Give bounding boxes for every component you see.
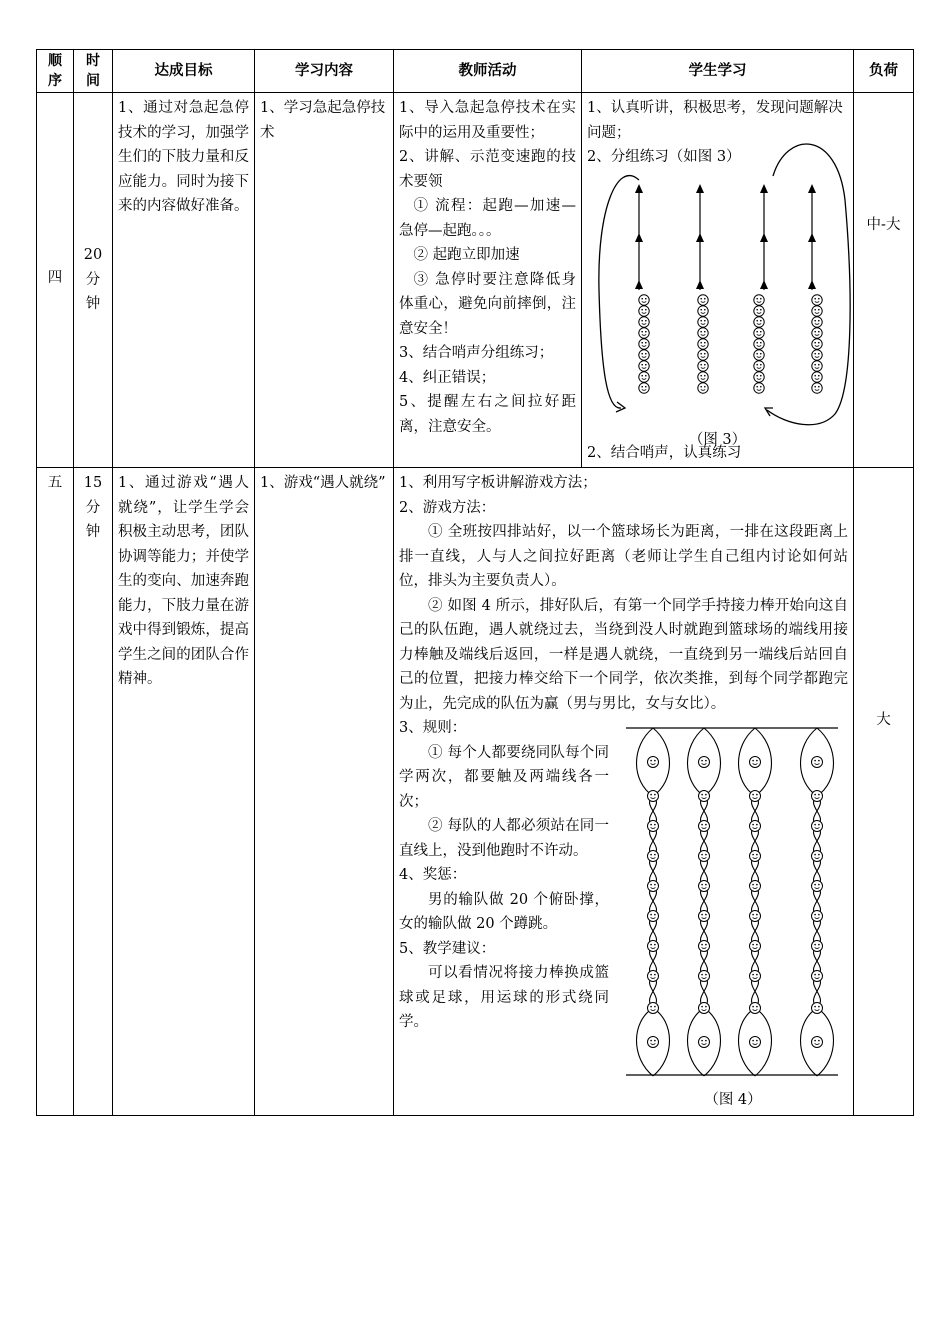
header-row bbox=[37, 50, 914, 93]
table-row bbox=[37, 93, 914, 468]
table-row bbox=[37, 468, 914, 1116]
row-order: 五 bbox=[37, 468, 74, 1116]
row-goal: 1、通过游戏“遇人就绕”，让学生学会积极主动思考，团队协调等能力；并使学生的变向、加速奔跑能力，下肢力量在游戏中得到锻炼，提高学生之间的团队合作精神。 bbox=[113, 468, 255, 1116]
row-load: 中-大 bbox=[854, 93, 914, 468]
header-goal: 达成目标 bbox=[113, 50, 255, 93]
row-teacher: 1、导入急起急停技术在实际中的运用及重要性； 2、讲解、示范变速跑的技术要领 ① 流程：起跑—加速—急停—起跑。。。 ② 起跑立即加速 ③ 急停时要注意降低身体重心，避免向前摔倒，注意安全！ 3、结合哨声分组练习； 4、纠正错误； 5、提醒左右之间拉好距离，注意安全。 bbox=[394, 93, 582, 468]
row-time: 15 分 钟 bbox=[74, 468, 113, 1116]
figure-3-diagram bbox=[587, 170, 849, 430]
row-goal: 1、通过对急起急停技术的学习，加强学生们的下肢力量和反应能力。同时为接下来的内容做好准备。 bbox=[113, 93, 255, 468]
header-student: 学生学习 bbox=[582, 50, 854, 93]
row-teacher-merged: 1、利用写字板讲解游戏方法； 2、游戏方法： ① 全班按四排站好，以一个篮球场长为距离，一排在这段距离上排一直线，人与人之间拉好距离（老师让学生自己组内讨论如何站位，排头为主要负责人）。 ② 如图 4 所示，排好队后，有第一个同学手持接力棒开始向这自己的队伍跑，遇人就绕过去，当绕到没人时就跑到篮球场的端线用接力棒触及端线后返回，一样是遇人就绕，一直绕到另一端线后站回自己的位置，把接力棒交给下一个同学，依次类推，到每个同学都跑完为止，先完成的队伍为赢（男与男比，女与女比）。 3、规则： ① 每个人都要绕同队每个同学两次，都要触及两端线各一次； ② 每队的人都必须站在同一直线上，没到他跑时不许动。 4、奖惩： 男的输队做 20 个俯卧撑，女的输队做 20 个蹲跳。 5、教学建议： 可以看情况将接力棒换成篮球或足球，用运球的形式绕同学。 （图 4） bbox=[394, 468, 854, 1116]
row-time: 20 分 钟 bbox=[74, 93, 113, 468]
row-content: 1、学习急起急停技术 bbox=[255, 93, 394, 468]
figure-4-caption: （图 4） bbox=[704, 1092, 762, 1108]
header-time: 时间 bbox=[74, 50, 113, 93]
header-order: 顺序 bbox=[37, 50, 74, 93]
row-load: 大 bbox=[854, 468, 914, 1116]
row-student: 1、认真听讲，积极思考，发现问题解决问题； 2、分组练习（如图 3） （图 3） 2、结合哨声，认真练习 bbox=[582, 93, 854, 468]
header-teacher: 教师活动 bbox=[394, 50, 582, 93]
figure-4-diagram bbox=[622, 726, 844, 1086]
figure-3 bbox=[587, 170, 848, 448]
row-order: 四 bbox=[37, 93, 74, 468]
header-content: 学习内容 bbox=[255, 50, 394, 93]
figure-3-caption: （图 3） bbox=[688, 431, 747, 448]
header-load: 负荷 bbox=[854, 50, 914, 93]
row-content: 1、游戏“遇人就绕” bbox=[255, 468, 394, 1116]
lesson-plan-table bbox=[36, 49, 914, 1116]
